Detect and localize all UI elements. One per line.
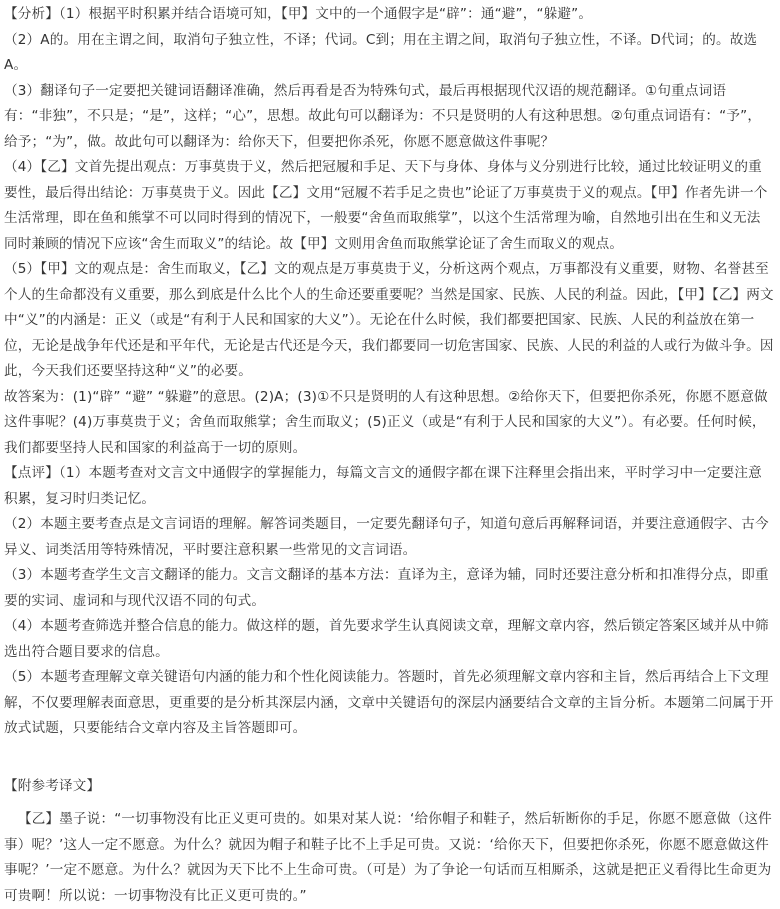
reference-text: 【乙】墨子说：“一切事物没有比正义更可贵的。如果对某人说：‘给你帽子和鞋子，然后斩断你的手足，你愿不愿意做（这件事）呢？’这人一定不愿意。为什么？就因为帽子和鞋子比不上手足可贵。又说：‘给你天下，但要把你杀死，你愿不愿意做这件事呢？’一定不愿意。为什么？就因为天下比不上生命可贵。（可是）为了争论一句话而互相厮杀，这就是把正义看得比生命更为可贵啊！所以说：一切事物没有比正义更可贵的。” bbox=[4, 807, 774, 909]
analysis-paragraph-5: （5）【甲】文的观点是：舍生而取义，【乙】文的观点是万事莫贵于义，分析这两个观点，万事都没有义重要，财物、名誉甚至个人的生命都没有义重要，那么到底是什么比个人的生命还要重要呢？当然是国家、民族、人民的利益。因此，【甲】【乙】两文中“义”的内涵是：正义（或是“有利于人民和国家的大义”）。无论在什么时候，我们都要把国家、民族、人民的利益放在第一位，无论是战争年代还是和平年代，无论是古代还是今天，我们都要同一切危害国家、民族、人民的利益的人或行为做斗争。因此，今天我们还要坚持这种“义”的必要。 bbox=[4, 257, 774, 385]
analysis-paragraph-2: （2）A的。用在主谓之间，取消句子独立性，不译；代词。C到；用在主谓之间，取消句子独立性，不译。D代词；的。故选A。 bbox=[4, 28, 774, 79]
comment-paragraph-3: （3）本题考查学生文言文翻译的能力。文言文翻译的基本方法：直译为主，意译为辅，同时还要注意分析和扣准得分点，即重要的实词、虚词和与现代汉语不同的句式。 bbox=[4, 563, 774, 614]
section-divider bbox=[4, 742, 774, 766]
analysis-paragraph-3: （3）翻译句子一定要把关键词语翻译准确，然后再看是否为特殊句式，最后再根据现代汉语的规范翻译。①句重点词语有：“非独”，不只是；“是”，这样；“心”，思想。故此句可以翻译为：不只是贤明的人有这种思想。②句重点词语有：“予”，给予；“为”，做。故此句可以翻译为：给你天下，但要把你杀死，你愿不愿意做这件事呢？ bbox=[4, 79, 774, 156]
analysis-section bbox=[4, 2, 774, 461]
analysis-paragraph-4: （4）【乙】文首先提出观点：万事莫贵于义，然后把冠履和手足、天下与身体、身体与义分别进行比较，通过比较证明义的重要性，最后得出结论：万事莫贵于义。因此【乙】文用“冠履不若手足之贵也”论证了万事莫贵于义的观点。【甲】作者先讲一个生活常理，即在鱼和熊掌不可以同时得到的情况下，一般要“舍鱼而取熊掌”，以这个生活常理为喻，自然地引出在生和义无法同时兼顾的情况下应该“舍生而取义”的结论。故【甲】文则用舍鱼而取熊掌论证了舍生而取义的观点。 bbox=[4, 155, 774, 257]
reference-translation-section bbox=[4, 774, 774, 909]
comment-paragraph-1: 【点评】（1）本题考查对文言文中通假字的掌握能力，每篇文言文的通假字都在课下注释里会指出来，平时学习中一定要注意积累，复习时归类记忆。 bbox=[4, 461, 774, 512]
comment-paragraph-2: （2）本题主要考查点是文言词语的理解。解答词类题目，一定要先翻译句子，知道句意后再解释词语，并要注意通假字、古今异义、词类活用等特殊情况，平时要注意积累一些常见的文言词语。 bbox=[4, 512, 774, 563]
comment-paragraph-4: （4）本题考查筛选并整合信息的能力。做这样的题，首先要求学生认真阅读文章，理解文章内容，然后锁定答案区域并从中筛选出符合题目要求的信息。 bbox=[4, 614, 774, 665]
analysis-paragraph-1: 【分析】（1）根据平时积累并结合语境可知，【甲】文中的一个通假字是“辟”：通“避”，“躲避”。 bbox=[4, 2, 774, 28]
reference-heading: 【附参考译文】 bbox=[4, 774, 774, 800]
comment-paragraph-5: （5）本题考查理解文章关键语句内涵的能力和个性化阅读能力。答题时，首先必须理解文章内容和主旨，然后再结合上下文理解，不仅要理解表面意思，更重要的是分析其深层内涵，文章中关键语句的深层内涵要结合文章的主旨分析。本题第二问属于开放式试题，只要能结合文章内容及主旨答题即可。 bbox=[4, 665, 774, 742]
answer-summary: 故答案为：(1)“辟” “避” “躲避”的意思。(2)A；(3)①不只是贤明的人有这种思想。②给你天下，但要把你杀死，你愿不愿意做这件事呢？(4)万事莫贵于义；舍鱼而取熊掌；舍生而取义；(5)正义（或是“有利于人民和国家的大义”）。有必要。任何时候，我们都要坚持人民和国家的利益高于一切的原则。 bbox=[4, 385, 774, 462]
comment-section bbox=[4, 461, 774, 742]
